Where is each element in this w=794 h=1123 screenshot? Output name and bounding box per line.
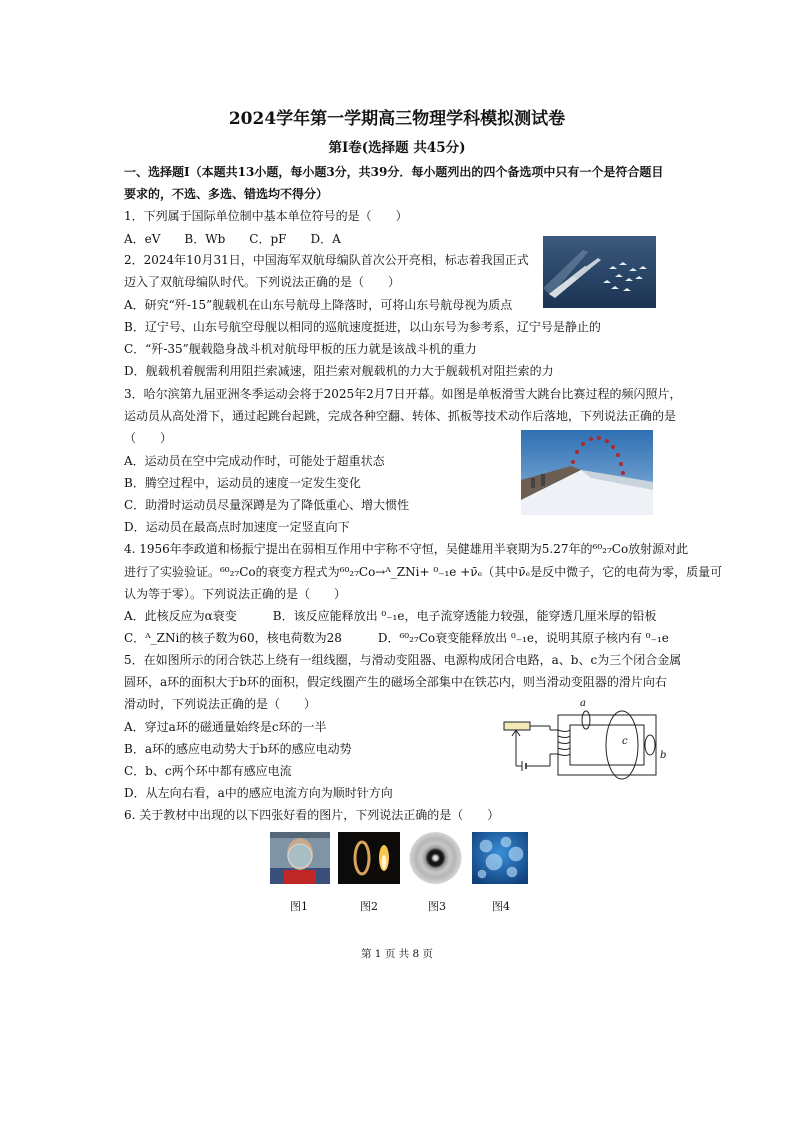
q5-stem-line2: 圆环，a环的面积大于b环的面积，假定线圈产生的磁场全部集中在铁芯内，则当滑动变阻器的滑片向右 [124, 675, 667, 689]
section-subtitle: 第Ⅰ卷(选择题 共45分) [328, 140, 466, 156]
q5-option-c: C．b、c两个环中都有感应电流 [124, 764, 292, 778]
figure-2-label: 图2 [360, 900, 378, 913]
figure-3-image [407, 832, 464, 884]
q2-option-c: C．“歼-35”舰载隐身战斗机对航母甲板的压力就是该战斗机的重力 [124, 342, 477, 356]
q3-stem-line1: 3．哈尔滨第九届亚洲冬季运动会将于2025年2月7日开幕。如图是单板滑雪大跳台比赛过程的频闪照片， [124, 387, 682, 401]
section1-heading-line1: 一、选择题Ⅰ（本题共13小题，每小题3分，共39分．每小题列出的四个备选项中只有一个是符合题目 [124, 165, 664, 179]
q6-stem: 6. 关于教材中出现的以下四张好看的图片，下列说法正确的是（ ） [124, 808, 500, 822]
q3-option-a: A．运动员在空中完成动作时，可能处于超重状态 [124, 454, 385, 468]
q3-stem-line3: （ ） [124, 431, 173, 445]
figure-4-image [472, 832, 528, 884]
carrier-fleet-image [543, 236, 656, 308]
figure-4-label: 图4 [492, 900, 510, 913]
page-title: 2024学年第一学期高三物理学科模拟测试卷 [228, 109, 566, 129]
figure-2-image [338, 832, 400, 884]
ring-a-label: a [580, 698, 586, 709]
q2-stem-line1: 2．2024年10月31日，中国海军双航母编队首次公开亮相，标志着我国正式 [124, 253, 529, 267]
q5-option-d: D．从左向右看，a中的感应电流方向为顺时针方向 [124, 786, 393, 800]
snowboard-strobe-image [521, 430, 653, 515]
q4-stem-line1: 4. 1956年李政道和杨振宁提出在弱相互作用中宇称不守恒，吴健雄用半衰期为5.27年的⁶⁰₂₇Co放射源对此 [124, 542, 689, 556]
iron-core-circuit-diagram [500, 698, 676, 782]
q1-stem: 1．下列属于国际单位制中基本单位符号的是（ ） [124, 209, 408, 223]
figure-1-image [270, 832, 330, 884]
q5-option-b: B．a环的感应电动势大于b环的感应电动势 [124, 742, 352, 756]
ring-b-label: b [660, 750, 667, 761]
q5-stem-line3: 滑动时，下列说法正确的是（ ） [124, 697, 317, 711]
q2-option-a: A．研究“歼-15”舰载机在山东号航母上降落时，可将山东号航母视为质点 [124, 298, 513, 312]
q3-option-b: B．腾空过程中，运动员的速度一定发生变化 [124, 476, 361, 490]
figure-1-label: 图1 [290, 900, 308, 913]
figure-3-label: 图3 [428, 900, 446, 913]
q2-stem-line2: 迈入了双航母编队时代。下列说法正确的是（ ） [124, 275, 401, 289]
q4-options-cd: C．ᴬ_ZNi的核子数为60，核电荷数为28 D．⁶⁰₂₇Co衰变能释放出 ⁰₋₁e，说明其原子核内有 ⁰₋₁e [124, 631, 669, 645]
q4-stem-line2: 进行了实验验证。⁶⁰₂₇Co的衰变方程式为⁶⁰₂₇Co→ᴬ_ZNi+ ⁰₋₁e +ν̄ₑ（其中ν̄ₑ是反中微子，它的电荷为零，质量可 [124, 565, 723, 579]
q5-stem-line1: 5．在如图所示的闭合铁芯上绕有一组线圈，与滑动变阻器、电源构成闭合电路，a、b、c为三个闭合金属 [124, 653, 682, 667]
ring-c-label: c [622, 736, 628, 747]
q3-option-d: D．运动员在最高点时加速度一定竖直向下 [124, 520, 350, 534]
q3-stem-line2: 运动员从高处滑下，通过起跳台起跳，完成各种空翻、转体、抓板等技术动作后落地，下列说法正确的是 [124, 409, 677, 423]
q2-option-b: B．辽宁号、山东号航空母舰以相同的巡航速度挺进，以山东号为参考系，辽宁号是静止的 [124, 320, 601, 334]
section1-heading-line2: 要求的，不选、多选、错选均不得分） [124, 187, 329, 201]
q4-options-ab: A．此核反应为α衰变 B．该反应能释放出 ⁰₋₁e，电子流穿透能力较强，能穿透几厘米厚的铅板 [124, 609, 657, 623]
q3-option-c: C．助滑时运动员尽量深蹲是为了降低重心、增大惯性 [124, 498, 410, 512]
q2-option-d: D．舰载机着舰需利用阻拦索减速，阻拦索对舰载机的力大于舰载机对阻拦索的力 [124, 364, 554, 378]
q4-stem-line3: 认为等于零）。下列说法正确的是（ ） [124, 587, 347, 601]
q1-options: A．eV B．Wb C．pF D．A [124, 232, 341, 246]
q5-option-a: A．穿过a环的磁通量始终是c环的一半 [124, 720, 327, 734]
page-footer: 第 1 页 共 8 页 [360, 948, 434, 960]
